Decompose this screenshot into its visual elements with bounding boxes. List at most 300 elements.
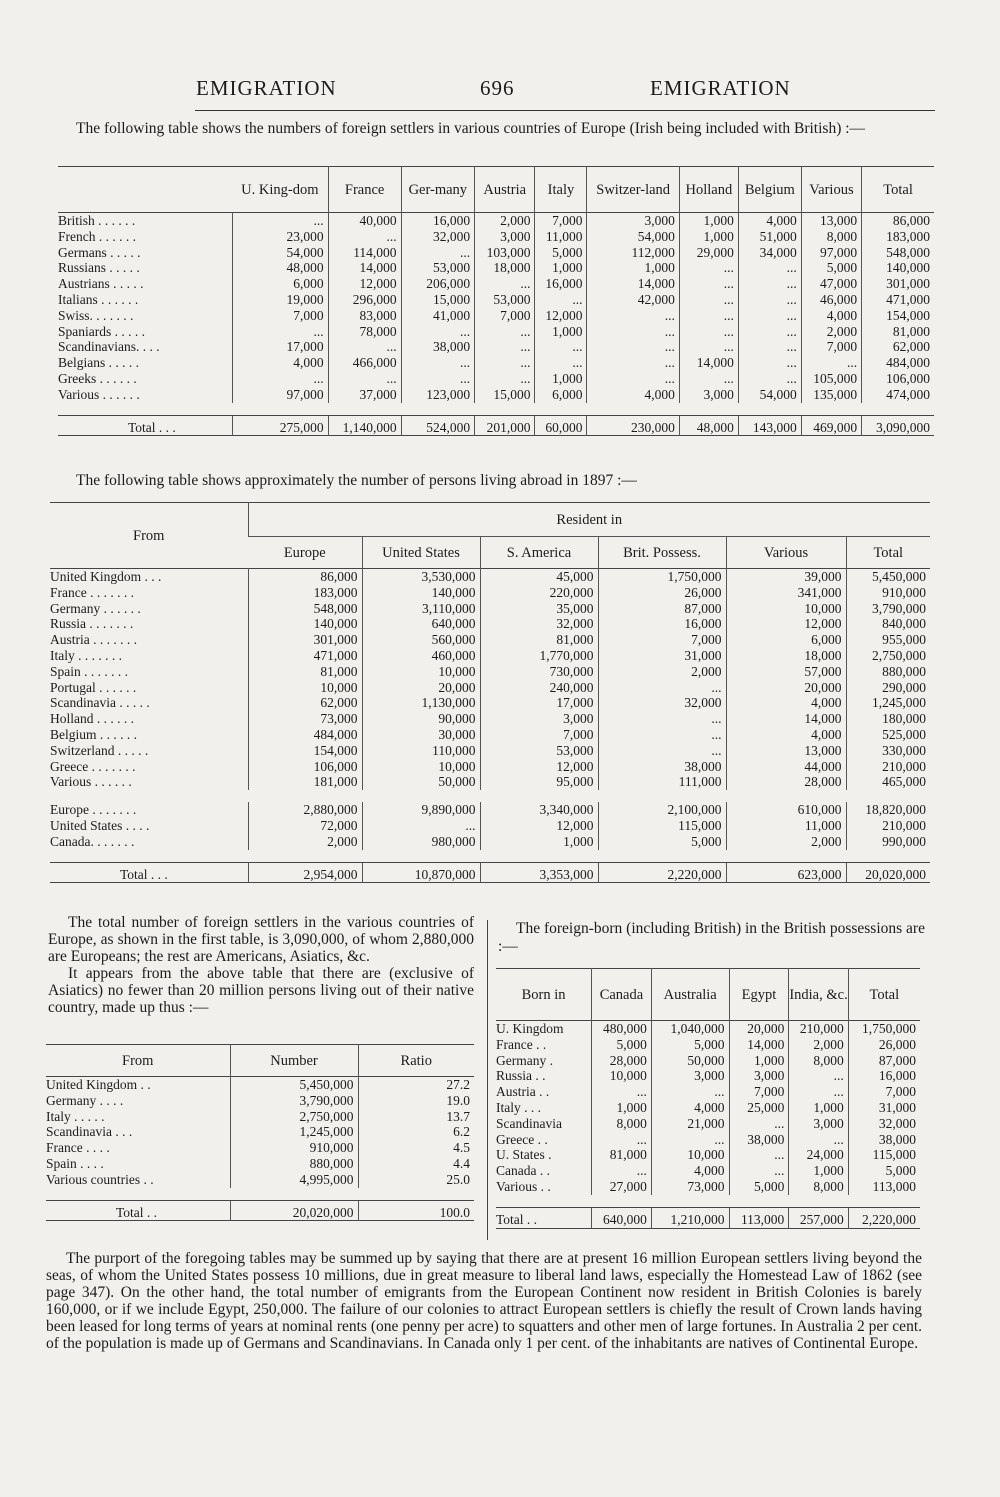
table2-row-label: Germany . . . . . .	[50, 600, 141, 616]
table2-cell: 2,750,000	[846, 648, 930, 664]
table4-cell: 81,000	[592, 1147, 652, 1163]
table1-col-header: Holland	[679, 167, 738, 213]
table4-cell: ...	[592, 1084, 652, 1100]
table2-cell: 7,000	[598, 632, 726, 648]
table1-cell: ...	[679, 292, 738, 308]
table1-row-label: Swiss. . . . . . .	[58, 307, 134, 323]
table4-cell: 4,000	[651, 1100, 729, 1116]
table4-row-label: Germany .	[496, 1052, 553, 1068]
table2-cell: 10,000	[362, 664, 480, 680]
emigrants-ratio-table	[46, 1044, 474, 1221]
table1-cell: 112,000	[587, 245, 679, 261]
table4-cell: 1,210,000	[651, 1207, 729, 1228]
table2-cell: 3,340,000	[480, 802, 598, 818]
table3-cell: 4,995,000	[230, 1172, 358, 1188]
table3-cell: 27.2	[358, 1077, 474, 1093]
table2-cell: 30,000	[362, 727, 480, 743]
table2-cell: 220,000	[480, 585, 598, 601]
table2-cell: 53,000	[480, 743, 598, 759]
table1-cell: 103,000	[475, 245, 535, 261]
table3-row	[46, 1156, 474, 1172]
table1-cell: 154,000	[862, 308, 934, 324]
table1-row-label: French . . . . . .	[58, 228, 136, 244]
table2-cell: 2,000	[598, 664, 726, 680]
table2-cell: 4,000	[726, 695, 846, 711]
table2-cell: 38,000	[598, 759, 726, 775]
table3-row	[46, 1124, 474, 1140]
table1-row-label: Scandinavians. . . .	[58, 339, 160, 355]
table3-col-header: Number	[230, 1045, 358, 1077]
table4-cell: 20,000	[729, 1021, 789, 1037]
table2-row-label: Switzerland . . . . .	[50, 742, 149, 758]
table4-cell: 50,000	[651, 1053, 729, 1069]
table1-cell: 3,000	[587, 213, 679, 229]
table3-row	[46, 1172, 474, 1188]
table2-cell: ...	[362, 818, 480, 834]
table2-cell: 1,750,000	[598, 569, 726, 585]
table2-row-label: United Kingdom . . .	[50, 569, 162, 584]
table1-cell: 7,000	[801, 339, 861, 355]
table1-cell: 11,000	[535, 229, 587, 245]
table4-cell: ...	[651, 1084, 729, 1100]
table1-cell: 41,000	[401, 308, 475, 324]
table1-cell: ...	[738, 260, 801, 276]
table1-cell: ...	[738, 371, 801, 387]
table2-row	[50, 601, 930, 617]
table2-cell: 87,000	[598, 601, 726, 617]
table2-row	[50, 585, 930, 601]
table2-cell: 210,000	[846, 759, 930, 775]
table4-cell: 8,000	[592, 1116, 652, 1132]
table1-cell: 14,000	[328, 260, 401, 276]
table1-cell: 19,000	[232, 292, 328, 308]
table4-cell: ...	[789, 1084, 848, 1100]
table4-cell: ...	[729, 1163, 789, 1179]
table4-cell: 257,000	[789, 1207, 848, 1228]
table2-cell: 32,000	[598, 695, 726, 711]
table1-cell: ...	[587, 355, 679, 371]
table4-cell: 5,000	[651, 1037, 729, 1053]
table4-cell: 21,000	[651, 1116, 729, 1132]
table1-row	[58, 260, 934, 276]
table1-cell: 60,000	[535, 415, 587, 436]
table4-col-header: Born in	[521, 986, 566, 1003]
table2-row-label: Canada. . . . . . .	[50, 833, 135, 849]
table4-row-label: U. States .	[496, 1147, 552, 1163]
table2-cell: 31,000	[598, 648, 726, 664]
table4-cell: 1,000	[729, 1053, 789, 1069]
table1-cell: ...	[535, 339, 587, 355]
table1-cell: ...	[328, 371, 401, 387]
table2-cell: 341,000	[726, 585, 846, 601]
table4-cell: 115,000	[848, 1147, 920, 1163]
table2-cell: 16,000	[598, 616, 726, 632]
table2-row	[50, 695, 930, 711]
table3-cell: 4.4	[358, 1156, 474, 1172]
table2-row	[50, 680, 930, 696]
table3-cell: 20,020,000	[230, 1200, 358, 1221]
table4-row	[496, 1147, 920, 1163]
table2-row	[50, 743, 930, 759]
table1-cell: 47,000	[801, 276, 861, 292]
table1-cell: 37,000	[328, 387, 401, 403]
table1-cell: ...	[535, 292, 587, 308]
table2-row-label: Total . . .	[50, 862, 248, 883]
table2-cell: 301,000	[248, 632, 362, 648]
table2-cell: 3,000	[480, 711, 598, 727]
table4-row	[496, 1068, 920, 1084]
table1-cell: ...	[738, 276, 801, 292]
table1-cell: 3,000	[679, 387, 738, 403]
page-number: 696	[480, 76, 515, 100]
table2-cell: 2,000	[726, 834, 846, 850]
table1-col-header: Austria	[475, 167, 535, 213]
table2-cell: 183,000	[248, 585, 362, 601]
table2-cell: 26,000	[598, 585, 726, 601]
table2-cell: 81,000	[480, 632, 598, 648]
table2-row-label: Greece . . . . . . .	[50, 758, 136, 774]
table1-cell: 206,000	[401, 276, 475, 292]
table3-cell: 6.2	[358, 1124, 474, 1140]
table2-row	[50, 632, 930, 648]
table4-cell: ...	[651, 1132, 729, 1148]
table4-row-label: Italy . . .	[496, 1099, 541, 1115]
table2-cell: 18,000	[726, 648, 846, 664]
table1-cell: ...	[401, 324, 475, 340]
table4-cell: 10,000	[592, 1068, 652, 1084]
table2-row-label: Holland . . . . . .	[50, 711, 134, 727]
header-left: EMIGRATION	[196, 76, 337, 100]
foreign-born-table	[496, 968, 920, 1229]
table2-cell: 20,000	[362, 680, 480, 696]
table2-row	[50, 727, 930, 743]
table4-cell: 26,000	[848, 1037, 920, 1053]
table2-cell: 10,870,000	[362, 862, 480, 883]
table1-row-label: Russians . . . . .	[58, 260, 140, 276]
table2-row-label: Europe . . . . . . .	[50, 802, 137, 818]
table2-col-header: Brit. Possess.	[598, 537, 726, 569]
table4-cell: ...	[789, 1132, 848, 1148]
table1-cell: 301,000	[862, 276, 934, 292]
table4-row	[496, 1132, 920, 1148]
table4-cell: ...	[729, 1147, 789, 1163]
table1-cell: 1,140,000	[328, 415, 401, 436]
table2-col-header: United States	[362, 537, 480, 569]
table3-cell: 4.5	[358, 1140, 474, 1156]
table1-cell: 548,000	[862, 245, 934, 261]
table1-cell: ...	[587, 339, 679, 355]
table1-col-header: France	[328, 167, 401, 213]
table1-cell: ...	[535, 355, 587, 371]
table4-cell: 38,000	[848, 1132, 920, 1148]
table4-cell: 28,000	[592, 1053, 652, 1069]
table1-cell: 1,000	[679, 229, 738, 245]
table1-col-header: Ger-many	[401, 167, 475, 213]
table1-cell: 4,000	[232, 355, 328, 371]
table2-cell: 2,954,000	[248, 862, 362, 883]
table3-row	[46, 1077, 474, 1093]
table1-cell: ...	[475, 371, 535, 387]
table2-cell: 2,220,000	[598, 862, 726, 883]
table4-cell: 27,000	[592, 1179, 652, 1195]
left-text	[48, 914, 474, 1016]
table1-cell: 40,000	[328, 213, 401, 229]
table1-cell: 17,000	[232, 339, 328, 355]
table1-cell: 48,000	[679, 415, 738, 436]
table4-row	[496, 1084, 920, 1100]
table1-cell: ...	[475, 355, 535, 371]
table1-cell: 12,000	[328, 276, 401, 292]
table1-cell: 14,000	[679, 355, 738, 371]
table1-cell: 4,000	[738, 213, 801, 229]
table4-row	[496, 1207, 920, 1228]
table4-row	[496, 1053, 920, 1069]
table1-cell: 1,000	[587, 260, 679, 276]
table4-cell: 5,000	[592, 1037, 652, 1053]
table1-cell: 2,000	[475, 213, 535, 229]
table2-cell: 2,000	[248, 834, 362, 850]
column-separator	[487, 920, 488, 1240]
table1-cell: 1,000	[535, 324, 587, 340]
table3-row-label: Italy . . . . .	[46, 1108, 105, 1124]
table2-caption: The following table shows approximately the number of persons living abroad in 1897 :—	[76, 472, 637, 489]
table2-cell: ...	[598, 680, 726, 696]
table4-row	[496, 1021, 920, 1037]
table1-cell: 469,000	[801, 415, 861, 436]
table1-cell: 1,000	[535, 371, 587, 387]
table4-col-header: Total	[848, 969, 920, 1021]
table3-row-label: Scandinavia . . .	[46, 1124, 133, 1140]
table2-cell: 465,000	[846, 774, 930, 790]
table4-row	[496, 1163, 920, 1179]
table1-cell: ...	[738, 324, 801, 340]
table1-cell: ...	[679, 371, 738, 387]
table1-row	[58, 245, 934, 261]
table3-cell: 100.0	[358, 1200, 474, 1221]
table1-row	[58, 371, 934, 387]
table4-cell: 3,000	[651, 1068, 729, 1084]
table2-row	[50, 711, 930, 727]
table4-cell: 3,000	[789, 1116, 848, 1132]
table1-cell: 3,000	[475, 229, 535, 245]
table3-cell: 880,000	[230, 1156, 358, 1172]
table4-row-label: France . .	[496, 1036, 547, 1052]
table4-cell: 32,000	[848, 1116, 920, 1132]
table2-cell: 2,100,000	[598, 802, 726, 818]
table2-cell: 10,000	[726, 601, 846, 617]
table2-cell: 72,000	[248, 818, 362, 834]
table2-col-header: Total	[846, 537, 930, 569]
table4-cell: 1,000	[592, 1100, 652, 1116]
table2-row	[50, 802, 930, 818]
table2-row-label: Portugal . . . . . .	[50, 679, 137, 695]
table1-cell: 5,000	[535, 245, 587, 261]
table4-cell: 1,040,000	[651, 1021, 729, 1037]
table3-cell: 3,790,000	[230, 1093, 358, 1109]
persons-abroad-table	[50, 502, 930, 883]
table1-cell: 484,000	[862, 355, 934, 371]
table2-cell: 990,000	[846, 834, 930, 850]
table4-caption: The foreign-born (including British) in the British possessions are :—	[498, 920, 925, 955]
table1-cell: ...	[232, 213, 328, 229]
table2-cell: 640,000	[362, 616, 480, 632]
table2-row	[50, 648, 930, 664]
table3-row	[46, 1140, 474, 1156]
table2-cell: 20,020,000	[846, 862, 930, 883]
table1-cell: ...	[587, 308, 679, 324]
table2-row	[50, 759, 930, 775]
table2-cell: 154,000	[248, 743, 362, 759]
table1-cell: 97,000	[801, 245, 861, 261]
table2-cell: 73,000	[248, 711, 362, 727]
table4-row	[496, 1100, 920, 1116]
table3-col-header: From	[122, 1052, 154, 1069]
table1-cell: ...	[401, 355, 475, 371]
table2-cell: ...	[598, 711, 726, 727]
table2-cell: 330,000	[846, 743, 930, 759]
table2-cell: 50,000	[362, 774, 480, 790]
table1-cell: 15,000	[475, 387, 535, 403]
table1-cell: ...	[679, 308, 738, 324]
table3-cell: 19.0	[358, 1093, 474, 1109]
table4-cell: ...	[592, 1132, 652, 1148]
table4-cell: 113,000	[848, 1179, 920, 1195]
table1-row	[58, 308, 934, 324]
table4-cell: 3,000	[729, 1068, 789, 1084]
table2-cell: 5,000	[598, 834, 726, 850]
table4-cell: 1,750,000	[848, 1021, 920, 1037]
table1-caption: The following table shows the numbers of foreign settlers in various countries of Europe (Irish being included with British) :—	[76, 120, 866, 137]
table4-cell: 480,000	[592, 1021, 652, 1037]
table1-cell: 18,000	[475, 260, 535, 276]
table1-cell: 5,000	[801, 260, 861, 276]
table4-cell: 4,000	[651, 1163, 729, 1179]
table2-cell: ...	[598, 743, 726, 759]
table4-cell: 31,000	[848, 1100, 920, 1116]
table1-row	[58, 229, 934, 245]
table3-row-label: United Kingdom . .	[46, 1077, 151, 1092]
table2-col-header: Various	[726, 537, 846, 569]
table1-cell: 16,000	[401, 213, 475, 229]
table4-cell: 7,000	[729, 1084, 789, 1100]
table3-row-label: Germany . . . .	[46, 1092, 124, 1108]
table2-cell: 910,000	[846, 585, 930, 601]
table1-cell: 16,000	[535, 276, 587, 292]
table4-cell: 2,000	[789, 1037, 848, 1053]
table4-cell: 113,000	[729, 1207, 789, 1228]
closing-paragraph: The purport of the foregoing tables may be summed up by saying that there are at present 16 million European settlers living beyond the seas, of whom the United States possess 10 millions, due in great measure to liberal land laws, especially the Homestead Law of 1862 (see page 347). On the other hand, the total number of emigrants from the European Continent now resident in British Colonies is barely 160,000, or if we include Egypt, 250,000. The failure of our colonies to attract European settlers is chiefly the result of Crown lands having been leased for long terms of years at nominal rents (one penny per acre) to squatters and other men of large fortunes. In Australia 2 per cent. of the population is made up of Germans and Scandinavians. In Canada only 1 per cent. of the inhabitants are natives of Continental Europe.	[46, 1250, 922, 1352]
table2-cell: 955,000	[846, 632, 930, 648]
table2-cell: 12,000	[726, 616, 846, 632]
table2-cell: 45,000	[480, 569, 598, 585]
closing-text	[46, 1250, 922, 1352]
table2-cell: 623,000	[726, 862, 846, 883]
table1-cell: 83,000	[328, 308, 401, 324]
left-paragraph-2: It appears from the above table that there are (exclusive of Asiatics) no fewer than 20 million persons living out of their native country, made up thus :—	[48, 965, 474, 1016]
table2-cell: 81,000	[248, 664, 362, 680]
table2-cell: 44,000	[726, 759, 846, 775]
table4-row	[496, 1037, 920, 1053]
table1-cell: ...	[738, 292, 801, 308]
table2-cell: 10,000	[362, 759, 480, 775]
settlers-table	[58, 166, 934, 436]
table2-row-label: Spain . . . . . . .	[50, 663, 129, 679]
table2-cell: 95,000	[480, 774, 598, 790]
table4-cell: 2,220,000	[848, 1207, 920, 1228]
table2-cell: 9,890,000	[362, 802, 480, 818]
table3-row-label: Spain . . . .	[46, 1155, 104, 1171]
table1-cell: 3,090,000	[862, 415, 934, 436]
table2-row-label: Russia . . . . . . .	[50, 616, 134, 632]
table1-row-label: Total . . .	[58, 415, 232, 436]
table2-cell: 115,000	[598, 818, 726, 834]
table1-row	[58, 355, 934, 371]
table4-cell: 210,000	[789, 1021, 848, 1037]
table1-cell: 230,000	[587, 415, 679, 436]
table2-cell: 3,353,000	[480, 862, 598, 883]
header-right: EMIGRATION	[650, 76, 791, 100]
table4-cell: 8,000	[789, 1179, 848, 1195]
table1-cell: 14,000	[587, 276, 679, 292]
table1-cell: ...	[801, 355, 861, 371]
table1-cell: 54,000	[587, 229, 679, 245]
table1-cell: 7,000	[475, 308, 535, 324]
table2-row-label: United States . . . .	[50, 817, 150, 833]
table2-cell: 11,000	[726, 818, 846, 834]
table2-cell: 14,000	[726, 711, 846, 727]
table2-cell: 1,245,000	[846, 695, 930, 711]
table2-cell: 13,000	[726, 743, 846, 759]
table1-cell: ...	[679, 339, 738, 355]
table1-cell: 466,000	[328, 355, 401, 371]
table1-cell: ...	[475, 276, 535, 292]
table2-row-label: Various . . . . . .	[50, 774, 132, 790]
table1-cell: ...	[475, 324, 535, 340]
table2-cell: 17,000	[480, 695, 598, 711]
table2-cell: 460,000	[362, 648, 480, 664]
table4-row-label: Various . .	[496, 1178, 551, 1194]
table2-from-header: From	[133, 527, 165, 544]
table2-cell: 110,000	[362, 743, 480, 759]
table4-cell: ...	[592, 1163, 652, 1179]
table4-cell: 8,000	[789, 1053, 848, 1069]
table2-cell: 1,000	[480, 834, 598, 850]
table1-row	[58, 276, 934, 292]
table2-col-header: Europe	[283, 544, 326, 561]
table1-cell: 471,000	[862, 292, 934, 308]
table2-row	[50, 616, 930, 632]
table4-cell: 87,000	[848, 1053, 920, 1069]
table4-col-header: Canada	[592, 969, 652, 1021]
table1-cell: ...	[401, 371, 475, 387]
table2-cell: 181,000	[248, 774, 362, 790]
table2-cell: 210,000	[846, 818, 930, 834]
table2-cell: 10,000	[248, 680, 362, 696]
table2-cell: 3,530,000	[362, 569, 480, 585]
table1-cell: 32,000	[401, 229, 475, 245]
table2-cell: 35,000	[480, 601, 598, 617]
table4-cell: 38,000	[729, 1132, 789, 1148]
table1-stub-header	[58, 167, 232, 213]
table1-cell: 7,000	[232, 308, 328, 324]
header-rule	[195, 110, 935, 111]
table1-cell: 13,000	[801, 213, 861, 229]
table2-cell: 7,000	[480, 727, 598, 743]
table1-cell: 97,000	[232, 387, 328, 403]
table1-cell: 201,000	[475, 415, 535, 436]
table2-row-label: Italy . . . . . . .	[50, 647, 122, 663]
table2-gap-row	[50, 850, 930, 863]
